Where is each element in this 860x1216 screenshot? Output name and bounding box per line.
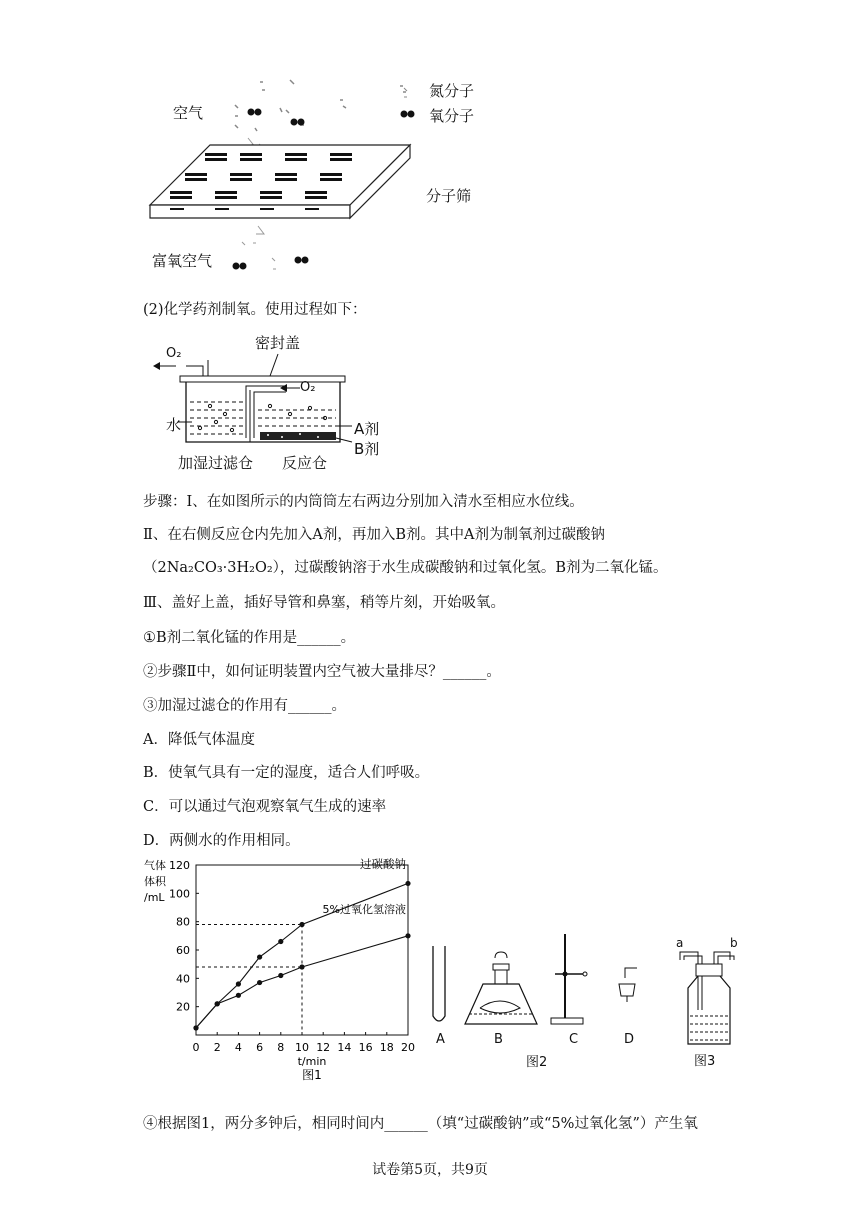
molecular-sieve-figure	[140, 70, 500, 285]
enriched-air-label: 富氧空气	[152, 252, 213, 270]
step-2-line2: （2Na₂CO₃·3H₂O₂），过碳酸钠溶于水生成碳酸钠和过氧化氢。B剂为二氧化锰。	[143, 560, 668, 576]
y-tick-label: 120	[169, 859, 190, 872]
question-3: ③加湿过滤仓的作用有______。	[143, 698, 346, 714]
question-2: ②步骤Ⅱ中，如何证明装置内空气被大量排尽？______。	[143, 664, 501, 680]
figure-2-apparatus	[425, 928, 655, 1073]
y-axis-label: 气体	[144, 859, 166, 872]
option-b: B．使氧气具有一定的湿度，适合人们呼吸。	[143, 765, 430, 781]
step-3: Ⅲ、盖好上盖，插好导管和鼻塞，稍等片刻，开始吸氧。	[143, 595, 505, 611]
x-tick-label: 2	[213, 1041, 221, 1054]
x-tick-label: 16	[358, 1041, 373, 1054]
option-d: D．两侧水的作用相同。	[143, 833, 300, 849]
option-c: C．可以通过气泡观察氧气生成的速率	[143, 799, 387, 815]
data-point	[236, 993, 241, 998]
data-point	[278, 973, 283, 978]
agent-a-label: A剂	[354, 420, 380, 438]
seal-lid-label: 密封盖	[255, 334, 301, 352]
section2-intro: (2)化学药剂制氧。使用过程如下：	[143, 302, 367, 318]
oxygen-legend-label: 氧分子	[429, 107, 475, 125]
data-point	[257, 980, 262, 985]
fig3-caption: 图3	[694, 1054, 716, 1069]
nitrogen-legend-label: 氮分子	[429, 82, 475, 100]
figure-1-chart	[140, 855, 430, 1090]
fig2-label-b: B	[494, 1032, 503, 1047]
data-point	[236, 981, 241, 986]
water-label: 水	[166, 416, 182, 434]
figure-3-bottle	[668, 936, 758, 1070]
x-tick-label: 0	[192, 1041, 200, 1054]
fig3-port-a: a	[676, 936, 684, 950]
y-tick-label: 20	[176, 1000, 190, 1014]
sieve-label: 分子筛	[426, 187, 472, 205]
series-label: 5%过氧化氢溶液	[322, 903, 406, 917]
data-point	[299, 964, 304, 969]
y-axis-label: /mL	[144, 891, 165, 904]
fig2-label-a: A	[436, 1032, 445, 1047]
x-tick-label: 12	[316, 1041, 331, 1054]
x-tick-label: 14	[337, 1041, 352, 1054]
fig2-label-d: D	[624, 1032, 635, 1047]
step-2-line1: Ⅱ、在右侧反应仓内先加入A剂，再加入B剂。其中A剂为制氧剂过碳酸钠	[143, 527, 605, 543]
y-tick-label: 60	[176, 944, 190, 957]
fig2-label-c: C	[569, 1032, 579, 1047]
x-tick-label: 4	[234, 1041, 242, 1054]
fig3-port-b: b	[730, 936, 738, 950]
oxygen-apparatus-figure	[150, 330, 410, 475]
o2-inlet-label: O₂	[300, 380, 316, 395]
data-point	[299, 922, 304, 927]
data-point	[193, 1025, 198, 1030]
agent-b-label: B剂	[354, 440, 380, 458]
fig2-caption: 图2	[526, 1055, 548, 1070]
humidifier-chamber-label: 加湿过滤仓	[178, 454, 254, 472]
data-point	[278, 939, 283, 944]
x-tick-label: 10	[295, 1041, 309, 1054]
x-tick-label: 6	[256, 1041, 264, 1054]
chart-svg	[140, 855, 430, 1090]
x-tick-label: 20	[401, 1041, 415, 1054]
page-footer: 试卷第5页，共9页	[372, 1162, 488, 1178]
option-a: A．降低气体温度	[143, 732, 255, 748]
y-tick-label: 100	[169, 887, 190, 901]
data-point	[215, 1001, 220, 1006]
step-1: 步骤：Ⅰ、在如图所示的内筒筒左右两边分别加入清水至相应水位线。	[143, 494, 584, 510]
data-point	[257, 954, 262, 959]
y-tick-label: 40	[176, 972, 190, 986]
question-4: ④根据图1，两分多钟后，相同时间内______（填“过碳酸钠”或“5%过氧化氢”）产生氧	[143, 1116, 698, 1132]
question-1: ①B剂二氧化锰的作用是______。	[143, 630, 356, 646]
x-tick-label: 18	[379, 1041, 394, 1054]
chart-title: 图1	[302, 1068, 322, 1082]
data-point	[405, 933, 410, 938]
reaction-chamber-label: 反应仓	[282, 454, 328, 472]
y-axis-label: 体积	[144, 875, 166, 888]
x-axis-label: t/min	[297, 1055, 327, 1068]
y-tick-label: 80	[176, 915, 190, 929]
o2-outlet-label: O₂	[166, 346, 182, 361]
x-tick-label: 8	[277, 1041, 285, 1054]
data-point	[405, 881, 410, 886]
series-label: 过碳酸钠	[360, 856, 406, 871]
air-label: 空气	[173, 104, 204, 122]
